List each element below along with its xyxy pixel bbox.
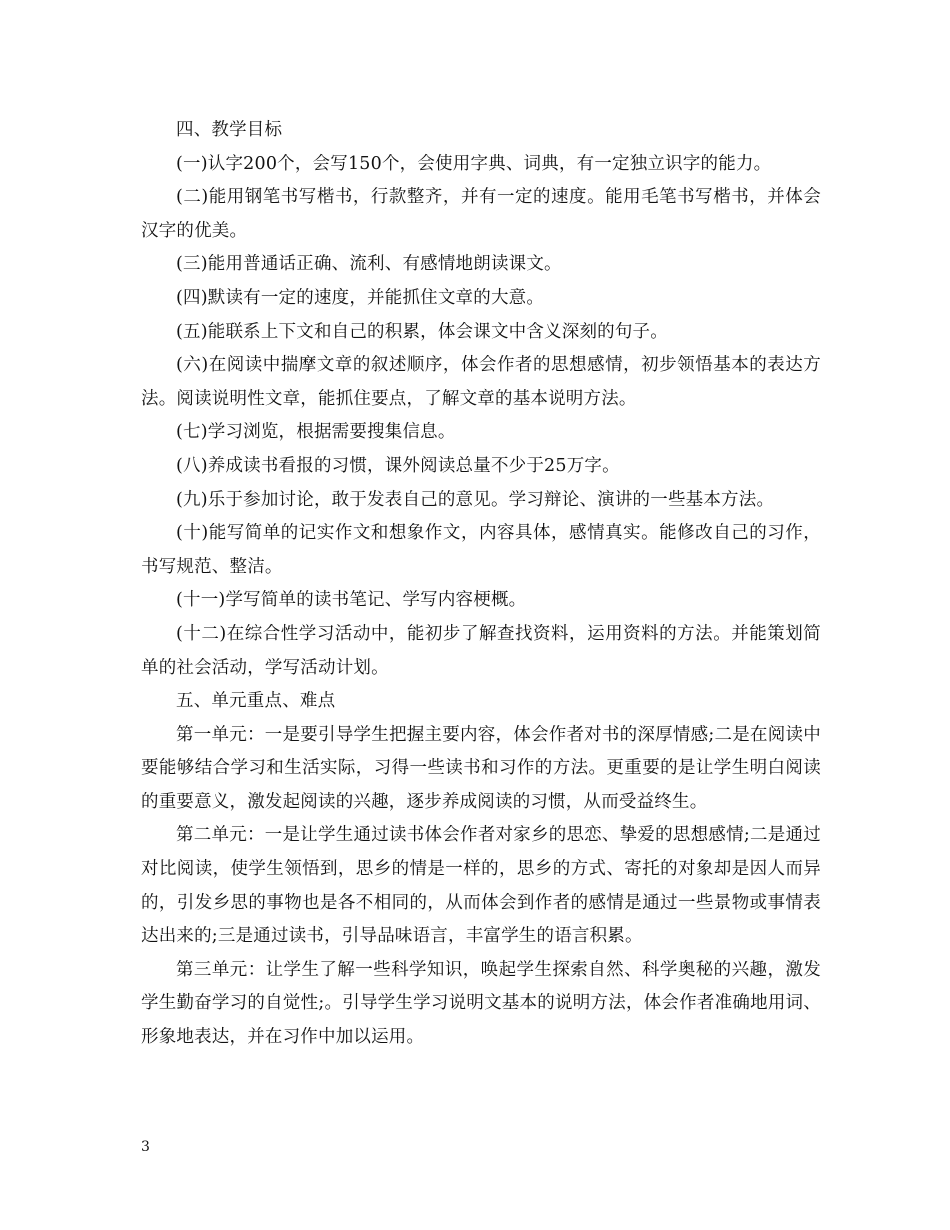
paragraph-unit-3: 第三单元：让学生了解一些科学知识，唤起学生探索自然、科学奥秘的兴趣，激发学生勤奋学习的自觉性;。引导学生学习说明文基本的说明方法，体会作者准确地用词、形象地表达，并在习作中加以运用。	[141, 959, 821, 1048]
paragraph-goal-6: (六)在阅读中揣摩文章的叙述顺序，体会作者的思想感情，初步领悟基本的表达方法。阅读说明性文章，能抓住要点，了解文章的基本说明方法。	[141, 355, 821, 409]
paragraph-goal-1: (一)认字200个，会写150个，会使用字典、词典，有一定独立识字的能力。	[176, 153, 772, 174]
paragraph-goal-4: (四)默读有一定的速度，并能抓住文章的大意。	[176, 287, 545, 308]
paragraph-goal-5: (五)能联系上下文和自己的积累，体会课文中含义深刻的句子。	[176, 321, 668, 342]
paragraph-goal-12: (十二)在综合性学习活动中，能初步了解查找资料，运用资料的方法。并能策划简单的社会活动，学写活动计划。	[141, 623, 821, 678]
paragraph-unit-2: 第二单元：一是让学生通过读书体会作者对家乡的思恋、挚爱的思想感情;二是通过对比阅读，使学生领悟到，思乡的情是一样的，思乡的方式、寄托的对象却是因人而异的，引发乡思的事物也是各不相同的，从而体会到作者的感情是通过一些景物或事情表达出来的;三是通过读书，引导品味语言，丰富学生的语言积累。	[141, 825, 821, 947]
section-heading-teaching-goals: 四、教学目标	[176, 120, 283, 140]
paragraph-goal-3: (三)能用普通话正确、流利、有感情地朗读课文。	[176, 254, 562, 275]
page-number: 3	[141, 1139, 150, 1155]
section-heading-unit-focus: 五、单元重点、难点	[176, 691, 336, 712]
paragraph-goal-10: (十)能写简单的记实作文和想象作文，内容具体，感情真实。能修改自己的习作，书写规范、整洁。	[141, 523, 821, 577]
paragraph-goal-8: (八)养成读书看报的习惯，课外阅读总量不少于25万字。	[176, 455, 620, 476]
paragraph-goal-2: (二)能用钢笔书写楷书，行款整齐，并有一定的速度。能用毛笔书写楷书，并体会汉字的优美。	[141, 187, 821, 241]
paragraph-unit-1: 第一单元：一是要引导学生把握主要内容，体会作者对书的深厚情感;二是在阅读中要能够结合学习和生活实际，习得一些读书和习作的方法。更重要的是让学生明白阅读的重要意义，激发起阅读的兴趣，逐步养成阅读的习惯，从而受益终生。	[141, 724, 821, 812]
paragraph-goal-9: (九)乐于参加讨论，敢于发表自己的意见。学习辩论、演讲的一些基本方法。	[176, 489, 775, 510]
paragraph-goal-7: (七)学习浏览，根据需要搜集信息。	[176, 422, 456, 443]
paragraph-goal-11: (十一)学写简单的读书笔记、学写内容梗概。	[176, 590, 527, 611]
document-body	[141, 114, 821, 1055]
